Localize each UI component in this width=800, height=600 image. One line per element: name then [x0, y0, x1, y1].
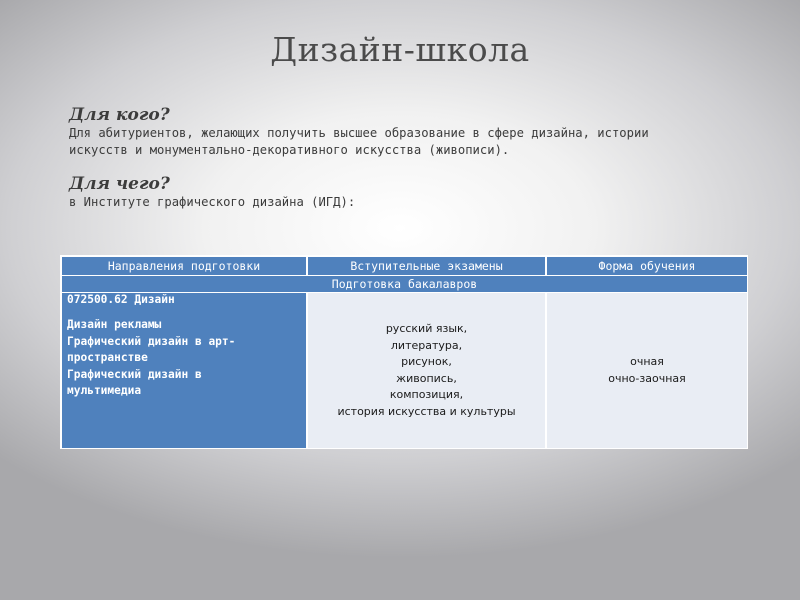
- section-heading-for-whom: Для кого?: [69, 105, 170, 125]
- exam-item: композиция,: [389, 388, 464, 401]
- table-subheader-bachelors: Подготовка бакалавров: [62, 276, 747, 292]
- exam-item: живопись,: [396, 371, 457, 385]
- table-header-exams: Вступительные экзамены: [308, 257, 545, 275]
- study-form-item: очная: [630, 355, 664, 368]
- directions-cell: [62, 293, 306, 448]
- program-item: Дизайн рекламы: [67, 318, 162, 331]
- table-header-directions: Направления подготовки: [62, 257, 306, 275]
- exam-item: рисунок,: [401, 355, 452, 368]
- slide-title: Дизайн-школа: [270, 30, 530, 69]
- program-item: Графический дизайн в арт-: [67, 334, 236, 348]
- program-item: мультимедиа: [67, 384, 142, 397]
- programs-table: [60, 255, 748, 449]
- section-for-whom: [69, 105, 729, 158]
- section-text-line: Для абитуриентов, желающих получить высшее образование в сфере дизайна, истории: [69, 126, 649, 140]
- study-form-item: очно-заочная: [608, 371, 686, 385]
- section-heading-what-for: Для чего?: [69, 174, 170, 194]
- exams-cell: [308, 293, 545, 448]
- exam-item: история искусства и культуры: [337, 404, 516, 418]
- exam-item: литература,: [390, 338, 463, 352]
- table-header-form: Форма обучения: [547, 257, 747, 275]
- exam-item: русский язык,: [385, 322, 468, 335]
- study-form-cell: [547, 293, 747, 448]
- program-item: Графический дизайн в: [67, 367, 202, 381]
- section-what-for: [69, 174, 729, 211]
- direction-code: 072500.62 Дизайн: [67, 293, 175, 306]
- section-text-line: искусств и монументально-декоративного искусства (живописи).: [69, 142, 510, 157]
- program-item: пространстве: [67, 351, 148, 364]
- section-text-line: в Институте графического дизайна (ИГД):: [69, 195, 356, 209]
